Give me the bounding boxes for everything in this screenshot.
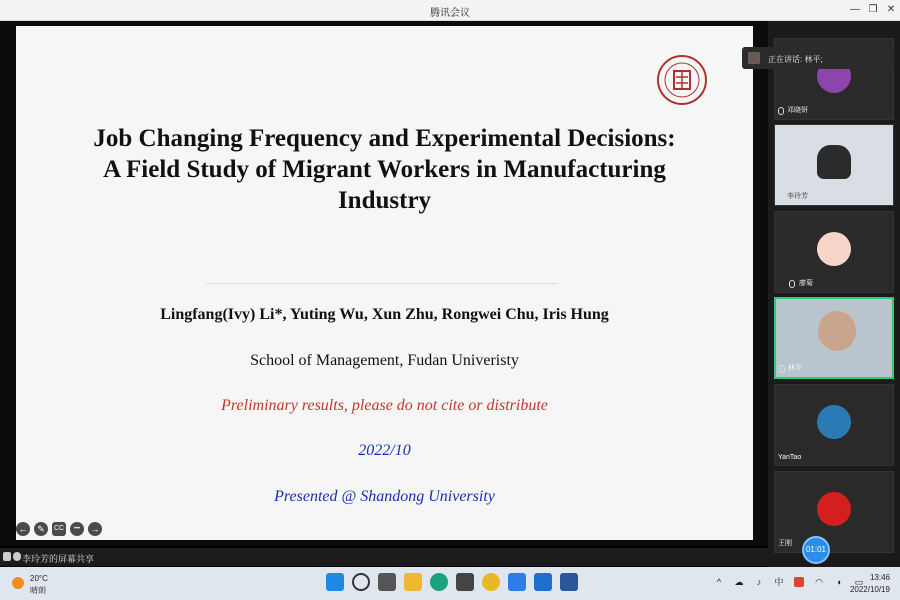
fudan-seal-logo (656, 49, 708, 111)
participant-tile[interactable] (774, 124, 894, 206)
slide-school: School of Management, Fudan Univeristy (250, 352, 519, 369)
mic-icon (789, 280, 795, 288)
slide-title-line-2: A Field Study of Migrant Workers in Manufacturing (103, 156, 666, 183)
slide-authors: Lingfang(Ivy) Li*, Yuting Wu, Xun Zhu, Rongwei Chu, Iris Hung (160, 306, 609, 323)
slide-controls (16, 522, 102, 538)
participant-tile[interactable] (774, 211, 894, 293)
participant-video (817, 145, 851, 179)
next-slide-button[interactable]: → (88, 522, 102, 536)
taskbar-apps (326, 573, 578, 591)
speaking-indicator (742, 47, 894, 69)
more-options-button[interactable]: ••• (70, 522, 84, 536)
minimize-button[interactable]: — (850, 4, 860, 15)
sun-icon (12, 577, 24, 589)
clock-time: 13:46 (869, 573, 890, 582)
chevron-up-icon[interactable]: ^ (716, 577, 722, 587)
ime-indicator[interactable]: 中 (774, 577, 784, 587)
participant-tile[interactable] (774, 384, 894, 466)
system-clock[interactable] (850, 572, 890, 596)
participant-name: YanTao (778, 454, 802, 461)
explorer-icon[interactable] (404, 573, 422, 591)
participant-name: 邓晓妍 (787, 107, 808, 114)
todo-icon[interactable] (508, 573, 526, 591)
word-icon[interactable] (560, 573, 578, 591)
speaking-label: 正在讲话: 林平; (768, 55, 823, 64)
slide-preliminary-note: Preliminary results, please do not cite or distribute (221, 397, 548, 414)
edge-icon[interactable] (430, 573, 448, 591)
search-icon[interactable] (352, 573, 370, 591)
mic-icon (13, 552, 21, 561)
weather-condition: 晴朗 (30, 586, 46, 595)
mic-icon (778, 107, 784, 115)
share-screen-icon (3, 552, 11, 561)
slide-divider (206, 283, 558, 284)
volume-icon[interactable]: ◖ (836, 577, 842, 587)
wifi-icon[interactable]: ◠ (815, 577, 823, 587)
meeting-icon[interactable] (534, 573, 552, 591)
battery-icon[interactable]: ▭ (854, 577, 864, 587)
windows-icon[interactable] (326, 573, 344, 591)
taskview-icon[interactable] (378, 573, 396, 591)
window-title: 腾讯会议 (430, 8, 470, 19)
restore-button[interactable]: ❐ (868, 4, 878, 15)
participant-tile-active[interactable] (774, 297, 894, 379)
system-tray (714, 577, 864, 587)
weather-temp: 20°C (30, 574, 48, 583)
mic-icon (778, 193, 784, 201)
participant-tile[interactable] (774, 471, 894, 553)
chrome-icon[interactable] (482, 573, 500, 591)
speaker-avatar (748, 52, 760, 64)
pen-tool-button[interactable]: ✎ (34, 522, 48, 536)
cloud-icon[interactable]: ☁ (734, 577, 744, 587)
participant-name: 林平 (788, 365, 802, 372)
participant-avatar (817, 492, 851, 526)
store-icon[interactable] (456, 573, 474, 591)
presentation-slide (16, 26, 753, 540)
mic-icon (779, 365, 785, 373)
slide-date: 2022/10 (358, 442, 411, 459)
slide-presented-at: Presented @ Shandong University (274, 488, 495, 505)
slide-title (16, 123, 753, 216)
slide-title-line-1: Job Changing Frequency and Experimental Decisions: (93, 125, 676, 152)
participant-name: 李玲芳 (787, 193, 808, 200)
participant-name: 王刚 (778, 540, 792, 547)
clock-date: 2022/10/19 (849, 585, 890, 594)
participant-video (818, 311, 856, 351)
screen-share-bar (0, 548, 768, 566)
close-button[interactable]: ✕ (886, 4, 896, 15)
participant-avatar (817, 232, 851, 266)
prev-slide-button[interactable]: ← (16, 522, 30, 536)
window-titlebar (0, 0, 900, 21)
meeting-timer[interactable]: 01:01 (802, 536, 830, 564)
screen-share-label: 李玲芳的屏幕共享 (22, 554, 95, 564)
captions-button[interactable]: CC (52, 522, 66, 536)
participant-name: 廖菊 (799, 280, 813, 287)
mic-icon[interactable]: ♪ (756, 577, 762, 587)
participant-avatar (817, 405, 851, 439)
slide-title-line-3: Industry (337, 187, 432, 214)
app-s-icon[interactable] (794, 577, 804, 587)
windows-taskbar (0, 567, 900, 600)
